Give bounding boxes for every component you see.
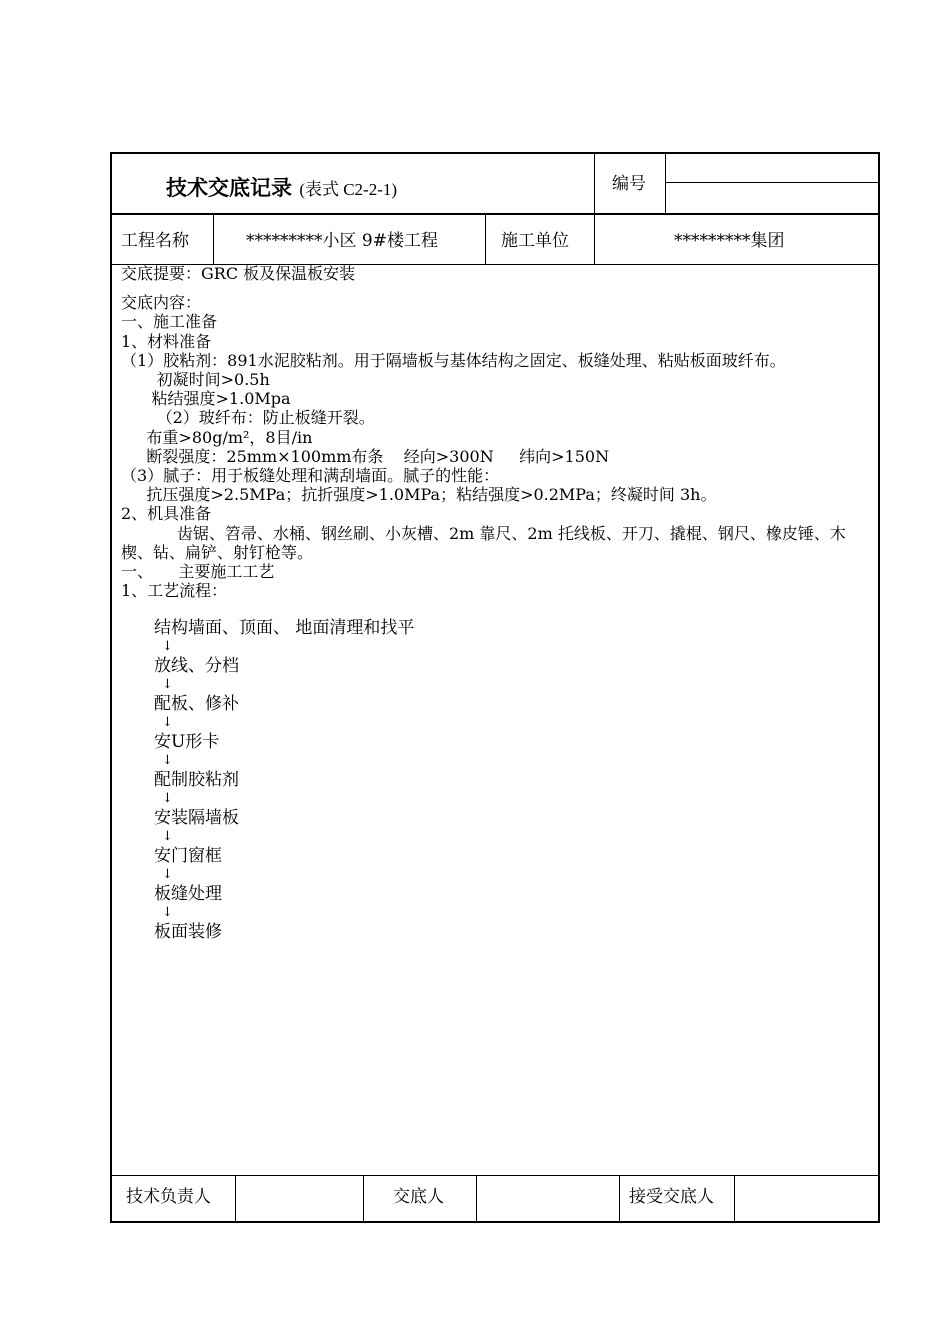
disclosure-content [121,264,873,600]
flow-step: 板缝处理 [154,884,222,904]
flow-arrow: ↓ [162,791,173,806]
number-label: 编号 [612,174,646,194]
content-line: 初凝时间>0.5h [121,370,270,390]
tech-lead-label: 技术负责人 [126,1187,211,1207]
flow-step: 安装隔墙板 [154,808,239,828]
flow-arrow: ↓ [162,753,173,768]
flow-arrow: ↓ [162,905,173,920]
disclosure-summary: 交底提要：GRC 板及保温板安装 [121,264,356,283]
disclosure-form [110,152,880,1223]
flow-arrow: ↓ [162,829,173,844]
content-label: 交底内容： [121,293,202,313]
content-line: （3）腻子：用于板缝处理和满刮墙面。腻子的性能： [121,466,500,486]
project-name-value: *********小区 9#楼工程 [246,231,438,251]
content-line: 断裂强度：25mm×100mm布条 经向>300N 纬向>150N [121,446,610,466]
flow-step: 配板、修补 [154,694,239,714]
flow-arrow: ↓ [162,715,173,730]
project-name-label: 工程名称 [121,231,189,251]
flow-arrow: ↓ [162,867,173,882]
content-line: 2、机具准备 [121,504,212,524]
flow-step: 安U形卡 [154,732,220,752]
content-line: 布重>80g/m²，8目/in [121,427,313,447]
flow-step: 结构墙面、顶面、 地面清理和找平 [154,618,415,638]
flow-arrow: ↓ [162,639,173,654]
content-line: 1、工艺流程： [121,581,228,601]
content-line: 一、施工准备 [121,312,218,332]
receiver-label: 接受交底人 [629,1187,714,1207]
form-title [166,172,397,202]
content-line: 粘结强度>1.0Mpa [121,389,291,409]
construction-unit-label: 施工单位 [501,231,569,251]
content-line: （2）玻纤布：防止板缝开裂。 [121,408,375,428]
content-line: 抗压强度>2.5MPa；抗折强度>1.0MPa；粘结强度>0.2MPa；终凝时间 3h。 [121,485,717,505]
flow-step: 板面装修 [154,922,222,942]
form-title-text: 技术交底记录 [166,176,292,200]
form-code: (表式 C2-2-1) [299,180,398,199]
flow-step: 放线、分档 [154,656,239,676]
process-flow [154,618,414,942]
content-line: 一、 主要施工工艺 [121,562,275,582]
flow-step: 安门窗框 [154,846,222,866]
flow-step: 配制胶粘剂 [154,770,239,790]
discloser-label: 交底人 [393,1187,444,1207]
construction-unit-value: *********集团 [674,231,785,251]
flow-arrow: ↓ [162,677,173,692]
content-line: （1）胶粘剂：891水泥胶粘剂。用于隔墙板与基体结构之固定、板缝处理、粘贴板面玻纤布。 [121,350,786,370]
content-line: 1、材料准备 [121,331,212,351]
content-line: 齿锯、笤帚、水桶、钢丝刷、小灰槽、2m 靠尺、2m 托线板、开刀、撬棍、钢尺、橡皮锤、木楔、钻、扁铲、射钉枪等。 [121,523,846,562]
